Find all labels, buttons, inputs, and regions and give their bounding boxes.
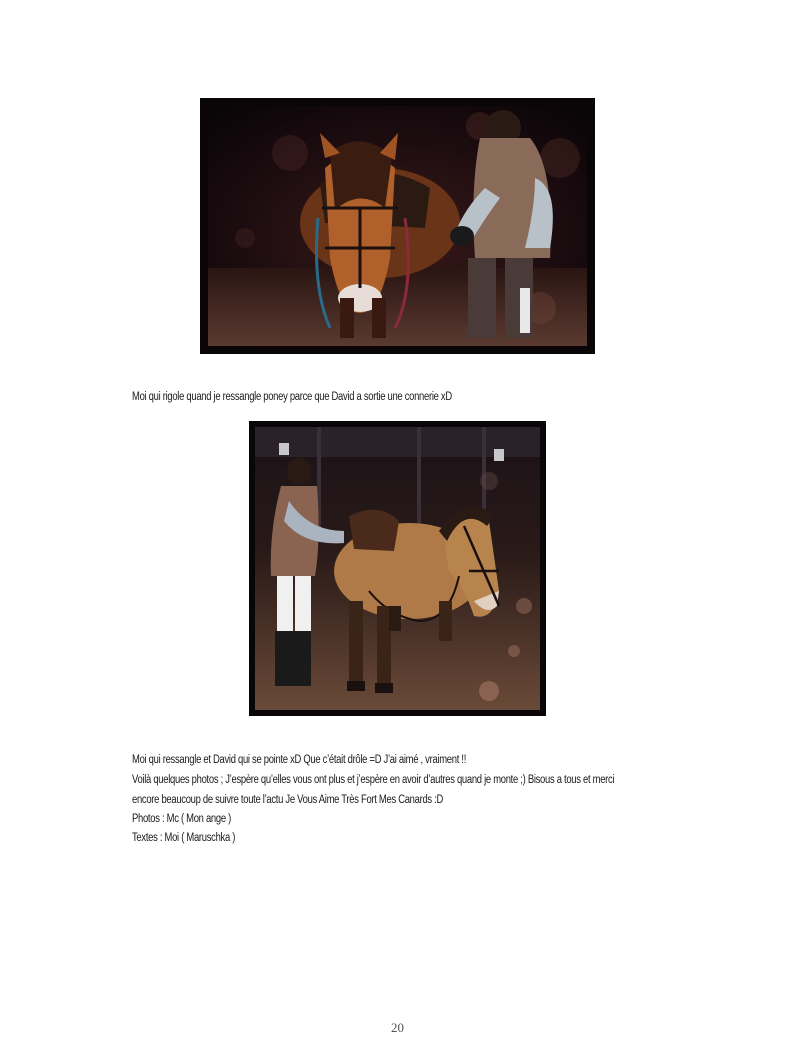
horse-bridle-photo (200, 98, 595, 354)
text-credit: Textes : Moi ( Maruschka ) (132, 832, 236, 844)
horse-side-saddle-photo (249, 421, 546, 716)
page-number: 20 (391, 1020, 404, 1035)
photo-credit: Photos : Mc ( Mon ange ) (132, 813, 231, 825)
photo-1-caption: Moi qui rigole quand je ressangle poney parce que David a sortie une connerie xD (132, 391, 452, 403)
photo-1-image (200, 98, 595, 354)
photo-2-image (249, 421, 546, 716)
paragraph-line-3: encore beaucoup de suivre toute l’actu Je Vous Aime Très Fort Mes Canards :D (132, 794, 444, 806)
paragraph-line-2: Voilà quelques photos ; J’espère qu’elles vous ont plus et j’espère en avoir d’autres quand je monte ;) Bisous a tous et merci (132, 774, 615, 786)
paragraph-line-1: Moi qui ressangle et David qui se pointe xD Que c’était drôle =D J’ai aimé , vraiment !! (132, 754, 467, 766)
